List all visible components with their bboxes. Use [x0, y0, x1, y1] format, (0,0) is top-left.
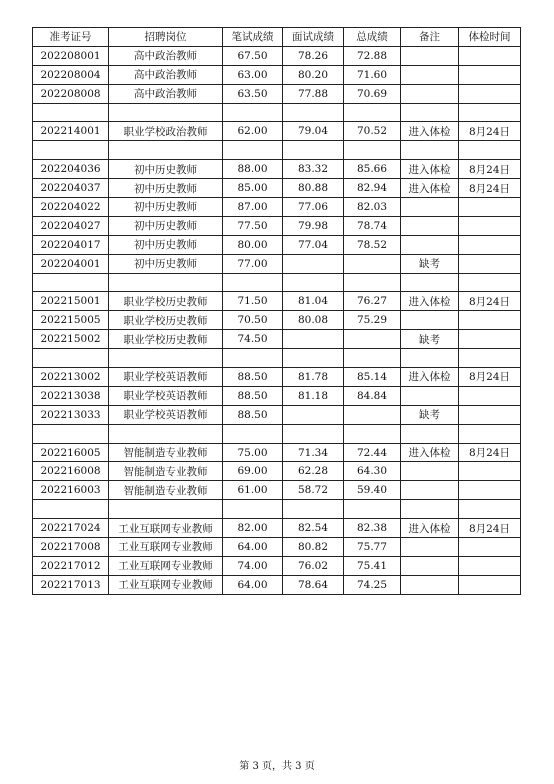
header-remark: 备注 [401, 28, 459, 47]
cell-total-score [344, 330, 401, 349]
cell-interview-score [283, 141, 344, 160]
cell-written-score: 63.50 [223, 84, 283, 103]
cell-total-score: 72.44 [344, 443, 401, 462]
table-row [33, 311, 521, 330]
cell-written-score: 62.00 [223, 122, 283, 141]
cell-exam-date [459, 254, 521, 273]
cell-total-score: 70.52 [344, 122, 401, 141]
cell-total-score [344, 500, 401, 519]
cell-position: 智能制造专业教师 [109, 443, 223, 462]
cell-exam-date [459, 311, 521, 330]
table-row [33, 235, 521, 254]
cell-exam-id: 202208001 [33, 46, 109, 65]
cell-total-score [344, 405, 401, 424]
table-row [33, 216, 521, 235]
cell-position: 职业学校政治教师 [109, 122, 223, 141]
cell-remark: 进入体检 [401, 443, 459, 462]
cell-exam-id: 202216003 [33, 481, 109, 500]
cell-total-score [344, 349, 401, 368]
cell-remark: 缺考 [401, 405, 459, 424]
cell-written-score: 74.00 [223, 556, 283, 575]
cell-position: 智能制造专业教师 [109, 481, 223, 500]
cell-total-score: 78.74 [344, 216, 401, 235]
cell-remark [401, 235, 459, 254]
cell-remark: 缺考 [401, 330, 459, 349]
header-interview-score: 面试成绩 [283, 28, 344, 47]
cell-position [109, 273, 223, 292]
cell-total-score: 75.77 [344, 538, 401, 557]
cell-exam-date [459, 500, 521, 519]
cell-interview-score [283, 330, 344, 349]
cell-position: 智能制造专业教师 [109, 462, 223, 481]
cell-written-score: 61.00 [223, 481, 283, 500]
cell-total-score: 74.25 [344, 575, 401, 594]
cell-exam-date [459, 575, 521, 594]
cell-written-score: 88.50 [223, 386, 283, 405]
table-row [33, 481, 521, 500]
cell-exam-date [459, 424, 521, 443]
cell-remark [401, 216, 459, 235]
cell-exam-date [459, 462, 521, 481]
cell-interview-score: 78.26 [283, 46, 344, 65]
cell-exam-id: 202208004 [33, 65, 109, 84]
cell-remark [401, 481, 459, 500]
cell-total-score: 85.14 [344, 368, 401, 387]
cell-exam-id: 202217008 [33, 538, 109, 557]
cell-exam-id: 202214001 [33, 122, 109, 141]
cell-total-score [344, 141, 401, 160]
table-row [33, 462, 521, 481]
cell-written-score: 88.00 [223, 160, 283, 179]
table-row [33, 424, 521, 443]
cell-interview-score [283, 273, 344, 292]
cell-written-score: 71.50 [223, 292, 283, 311]
cell-remark [401, 311, 459, 330]
cell-interview-score [283, 349, 344, 368]
cell-total-score: 72.88 [344, 46, 401, 65]
cell-total-score: 78.52 [344, 235, 401, 254]
cell-exam-date: 8月24日 [459, 443, 521, 462]
table-row [33, 443, 521, 462]
cell-written-score [223, 141, 283, 160]
score-table [32, 27, 521, 595]
table-row [33, 405, 521, 424]
table-row [33, 198, 521, 217]
cell-interview-score: 80.82 [283, 538, 344, 557]
cell-exam-date [459, 481, 521, 500]
cell-remark [401, 424, 459, 443]
table-row [33, 500, 521, 519]
cell-interview-score [283, 254, 344, 273]
cell-position [109, 349, 223, 368]
cell-exam-date: 8月24日 [459, 292, 521, 311]
cell-written-score: 85.00 [223, 179, 283, 198]
header-exam-date: 体检时间 [459, 28, 521, 47]
cell-interview-score: 71.34 [283, 443, 344, 462]
cell-total-score [344, 103, 401, 122]
cell-exam-id [33, 103, 109, 122]
cell-remark [401, 103, 459, 122]
page-footer: 第 3 页，共 3 页 [239, 761, 315, 772]
table-row [33, 575, 521, 594]
cell-exam-id: 202204036 [33, 160, 109, 179]
cell-exam-id: 202204027 [33, 216, 109, 235]
cell-written-score [223, 103, 283, 122]
cell-remark [401, 65, 459, 84]
cell-interview-score: 81.04 [283, 292, 344, 311]
cell-interview-score [283, 500, 344, 519]
cell-position: 初中历史教师 [109, 198, 223, 217]
cell-exam-id: 202216005 [33, 443, 109, 462]
cell-total-score [344, 424, 401, 443]
table-row [33, 103, 521, 122]
cell-position: 工业互联网专业教师 [109, 575, 223, 594]
cell-written-score: 69.00 [223, 462, 283, 481]
cell-total-score: 75.41 [344, 556, 401, 575]
cell-written-score: 64.00 [223, 538, 283, 557]
cell-remark [401, 386, 459, 405]
cell-position: 初中历史教师 [109, 235, 223, 254]
cell-written-score: 64.00 [223, 575, 283, 594]
table-row [33, 368, 521, 387]
cell-exam-date: 8月24日 [459, 122, 521, 141]
table-row [33, 84, 521, 103]
table-row [33, 273, 521, 292]
cell-exam-date [459, 141, 521, 160]
cell-exam-date [459, 556, 521, 575]
cell-total-score: 85.66 [344, 160, 401, 179]
cell-exam-date [459, 84, 521, 103]
cell-exam-id [33, 141, 109, 160]
cell-total-score: 75.29 [344, 311, 401, 330]
cell-total-score [344, 254, 401, 273]
cell-position [109, 141, 223, 160]
cell-written-score: 74.50 [223, 330, 283, 349]
cell-position: 初中历史教师 [109, 216, 223, 235]
cell-position [109, 103, 223, 122]
cell-interview-score: 83.32 [283, 160, 344, 179]
cell-exam-id: 202217012 [33, 556, 109, 575]
cell-total-score: 76.27 [344, 292, 401, 311]
cell-total-score: 82.38 [344, 519, 401, 538]
cell-remark [401, 46, 459, 65]
table-row [33, 386, 521, 405]
cell-exam-date: 8月24日 [459, 179, 521, 198]
cell-position: 初中历史教师 [109, 160, 223, 179]
cell-interview-score: 80.08 [283, 311, 344, 330]
cell-exam-id: 202213033 [33, 405, 109, 424]
cell-exam-id: 202213038 [33, 386, 109, 405]
cell-exam-id: 202215005 [33, 311, 109, 330]
cell-written-score [223, 500, 283, 519]
cell-interview-score: 77.04 [283, 235, 344, 254]
cell-interview-score [283, 424, 344, 443]
cell-total-score: 59.40 [344, 481, 401, 500]
cell-remark [401, 198, 459, 217]
cell-position [109, 424, 223, 443]
cell-exam-date [459, 538, 521, 557]
cell-total-score: 82.03 [344, 198, 401, 217]
cell-position: 高中政治教师 [109, 84, 223, 103]
cell-remark: 缺考 [401, 254, 459, 273]
cell-exam-id: 202208008 [33, 84, 109, 103]
cell-position: 职业学校英语教师 [109, 405, 223, 424]
cell-remark [401, 349, 459, 368]
cell-exam-id: 202215002 [33, 330, 109, 349]
table-row [33, 292, 521, 311]
cell-interview-score: 77.06 [283, 198, 344, 217]
cell-exam-id [33, 424, 109, 443]
cell-exam-id: 202204001 [33, 254, 109, 273]
cell-interview-score: 62.28 [283, 462, 344, 481]
cell-exam-date: 8月24日 [459, 368, 521, 387]
cell-exam-date [459, 349, 521, 368]
cell-position: 初中历史教师 [109, 254, 223, 273]
cell-exam-id [33, 273, 109, 292]
cell-exam-date: 8月24日 [459, 160, 521, 179]
cell-remark: 进入体检 [401, 179, 459, 198]
cell-position: 高中政治教师 [109, 46, 223, 65]
cell-interview-score: 78.64 [283, 575, 344, 594]
cell-written-score: 88.50 [223, 405, 283, 424]
cell-remark [401, 538, 459, 557]
cell-remark [401, 462, 459, 481]
cell-interview-score: 58.72 [283, 481, 344, 500]
cell-written-score: 63.00 [223, 65, 283, 84]
table-row [33, 556, 521, 575]
table-row [33, 254, 521, 273]
table-header-row [33, 28, 521, 47]
table-row [33, 122, 521, 141]
cell-interview-score: 81.18 [283, 386, 344, 405]
cell-total-score: 71.60 [344, 65, 401, 84]
cell-written-score [223, 273, 283, 292]
cell-written-score [223, 349, 283, 368]
table-row [33, 538, 521, 557]
cell-remark: 进入体检 [401, 368, 459, 387]
cell-exam-date [459, 198, 521, 217]
cell-written-score: 77.50 [223, 216, 283, 235]
cell-interview-score: 80.88 [283, 179, 344, 198]
cell-total-score [344, 273, 401, 292]
cell-remark [401, 141, 459, 160]
cell-interview-score: 82.54 [283, 519, 344, 538]
cell-written-score: 87.00 [223, 198, 283, 217]
cell-position: 工业互联网专业教师 [109, 519, 223, 538]
cell-remark [401, 84, 459, 103]
cell-remark: 进入体检 [401, 122, 459, 141]
header-exam-id: 准考证号 [33, 28, 109, 47]
cell-exam-date [459, 330, 521, 349]
cell-interview-score [283, 405, 344, 424]
cell-remark [401, 556, 459, 575]
cell-written-score: 77.00 [223, 254, 283, 273]
table-row [33, 179, 521, 198]
table-row [33, 141, 521, 160]
header-position: 招聘岗位 [109, 28, 223, 47]
cell-exam-id: 202204017 [33, 235, 109, 254]
cell-position: 工业互联网专业教师 [109, 538, 223, 557]
table-row [33, 519, 521, 538]
cell-exam-id: 202217024 [33, 519, 109, 538]
cell-position: 职业学校英语教师 [109, 368, 223, 387]
cell-exam-date [459, 235, 521, 254]
cell-position: 职业学校历史教师 [109, 311, 223, 330]
table-body [33, 46, 521, 594]
cell-exam-date [459, 103, 521, 122]
cell-written-score: 82.00 [223, 519, 283, 538]
cell-interview-score: 76.02 [283, 556, 344, 575]
table-row [33, 65, 521, 84]
header-written-score: 笔试成绩 [223, 28, 283, 47]
cell-position: 初中历史教师 [109, 179, 223, 198]
cell-remark: 进入体检 [401, 160, 459, 179]
table-row [33, 160, 521, 179]
cell-total-score: 84.84 [344, 386, 401, 405]
cell-interview-score: 80.20 [283, 65, 344, 84]
cell-position: 职业学校历史教师 [109, 330, 223, 349]
table-row [33, 330, 521, 349]
cell-exam-id [33, 349, 109, 368]
cell-position: 高中政治教师 [109, 65, 223, 84]
cell-remark [401, 575, 459, 594]
cell-interview-score [283, 103, 344, 122]
cell-interview-score: 79.98 [283, 216, 344, 235]
cell-written-score: 88.50 [223, 368, 283, 387]
cell-exam-id: 202216008 [33, 462, 109, 481]
cell-written-score: 80.00 [223, 235, 283, 254]
cell-exam-date [459, 46, 521, 65]
cell-exam-date [459, 273, 521, 292]
cell-remark: 进入体检 [401, 292, 459, 311]
cell-exam-date [459, 386, 521, 405]
cell-exam-date [459, 216, 521, 235]
cell-remark: 进入体检 [401, 519, 459, 538]
cell-position: 职业学校英语教师 [109, 386, 223, 405]
cell-written-score: 67.50 [223, 46, 283, 65]
cell-total-score: 70.69 [344, 84, 401, 103]
cell-position: 工业互联网专业教师 [109, 556, 223, 575]
table-row [33, 46, 521, 65]
cell-interview-score: 77.88 [283, 84, 344, 103]
cell-exam-date [459, 65, 521, 84]
cell-written-score: 75.00 [223, 443, 283, 462]
cell-position: 职业学校历史教师 [109, 292, 223, 311]
cell-written-score: 70.50 [223, 311, 283, 330]
cell-total-score: 82.94 [344, 179, 401, 198]
cell-exam-id: 202215001 [33, 292, 109, 311]
cell-remark [401, 500, 459, 519]
cell-exam-id: 202217013 [33, 575, 109, 594]
cell-written-score [223, 424, 283, 443]
cell-interview-score: 79.04 [283, 122, 344, 141]
cell-exam-id: 202204022 [33, 198, 109, 217]
table-row [33, 349, 521, 368]
cell-exam-id: 202213002 [33, 368, 109, 387]
cell-exam-date: 8月24日 [459, 519, 521, 538]
cell-exam-date [459, 405, 521, 424]
header-total-score: 总成绩 [344, 28, 401, 47]
cell-exam-id [33, 500, 109, 519]
cell-remark [401, 273, 459, 292]
cell-exam-id: 202204037 [33, 179, 109, 198]
cell-interview-score: 81.78 [283, 368, 344, 387]
cell-total-score: 64.30 [344, 462, 401, 481]
cell-position [109, 500, 223, 519]
